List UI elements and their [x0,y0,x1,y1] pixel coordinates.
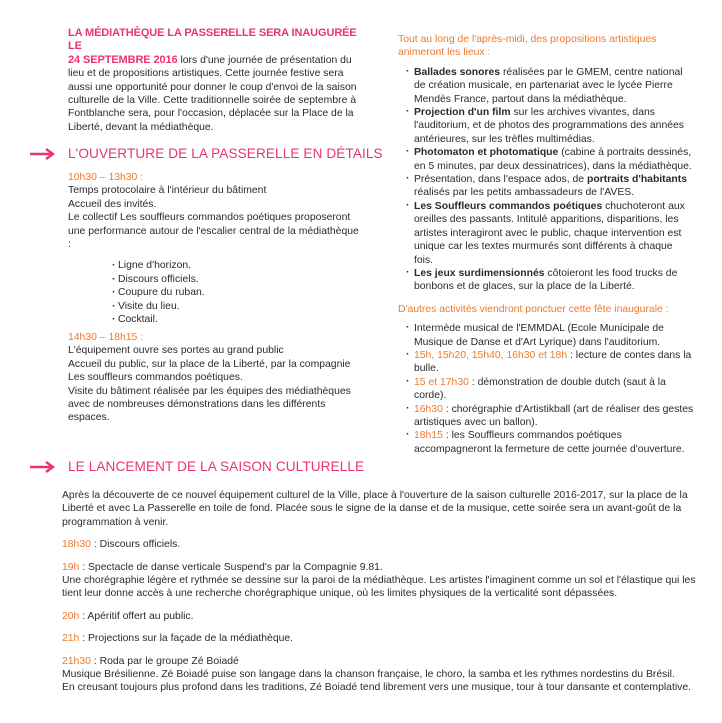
item-text: réalisées par le GMEM, centre national de création musicale, en partenariat avec le lycée Pierre Mendès France, partout dans la médiathèque. [414,66,683,105]
item-highlight: portraits d'habitants [586,174,688,186]
event-title: : Projections sur la façade de la médiathèque. [79,633,294,645]
other-activities-intro: D'autres activités viendront ponctuer cette fête inaugurale : [398,303,669,315]
event-description: Une chorégraphie légère et rythmée se dessine sur la paroi de la médiathèque. Les artistes l'imaginent comme un sol et l'élastique qui les tient leur donne accès à une recherche chorégraphique unique, où les limites physiques de la verticalité sont dépassées. [62,575,696,600]
list-item [398,146,694,173]
item-text: (cabine à portraits dessinés, en 5 minutes, par deux dessinatrices), dans la médiathèque. [414,147,692,172]
event-time: 18h30 [62,539,91,551]
item-text: : lecture de contes dans la bulle. [414,349,692,375]
item-text: Intermède musical de l'EMMDAL (Ecole Municipale de Musique de Danse et d'Art Lyrique) dans l'auditorium. [414,323,664,348]
arrow-right-icon [30,148,56,160]
event-title: : Discours officiels. [90,539,181,551]
event-time: 19h [62,561,80,573]
item-text: côtoieront les food trucks de bonbons et de glaces, sur la place de la Liberté. [414,267,678,293]
saison-intro: Après la découverte de ce nouvel équipement culturel de la Ville, place à l'ouverture de la saison culturelle 2016-2017, sur la place de la Liberté et avec La Passerelle en toile de fond. Placée sous le signe de la danse et de la musique, cette soirée sera un avant-goût de la programmation à venir. [62,490,688,528]
intro-block [68,27,358,134]
item-time: 18h15 [414,430,443,442]
list-item: · Visite du lieu. [112,300,360,313]
program-list [112,259,360,326]
event-description: En creusant toujours plus profond dans les traditions, Zé Boiadé tend librement vers une musique, tour à tour dansante et contemplative. [62,682,691,694]
list-item: · Cocktail. [112,313,360,326]
item-highlight: Les Souffleurs commandos poétiques [414,200,603,212]
event-time: 21h30 [62,655,91,667]
list-item [398,267,694,294]
slot-line: L'équipement ouvre ses portes au grand public [68,345,284,357]
list-item [398,349,694,376]
slot-line: Temps protocolaire à l'intérieur du bâtiment [68,185,267,197]
item-text: sur les archives vivantes, dans l'auditorium, et de photos des programmations des années antérieures, sur les trèfles multimédias. [414,107,684,145]
list-item [398,376,694,403]
section-title: LE LANCEMENT DE LA SAISON CULTURELLE [68,459,365,474]
slot-line: Visite du bâtiment réalisée par les équipes des médiathèques avec de nombreuses démonstrations dans les différents espaces. [68,385,351,424]
item-text: Présentation, dans l'espace ados, de [414,174,587,186]
saison-program [62,489,702,704]
other-activities-list [398,322,694,456]
event-item [62,610,702,623]
activities-intro: Tout au long de l'après-midi, des propositions artistiques animeront les lieux : [398,34,657,59]
item-text: : chorégraphie d'Artistikball (art de réaliser des gestes artistiques avec un ballon). [414,403,694,428]
item-text: réalisés par les petits ambassadeurs de l'AVES. [414,187,635,199]
item-text: chuchoteront aux oreilles des passants. Intitulé apparitions, disparitions, les artistes interagiront avec le public, chaque intervention est unique car les textes murmurés sont différents à chaque fois. [414,200,685,266]
intro-text: lors d'une journée de présentation du lieu et de propositions artistiques. Cette journée festive sera aussi une opportunité pour donner le coup d'envoi de la saison culturelle de la Ville. Cette traditionnelle soirée de septembre à Fontblanche sera, pour l'occasion, déplacée sur la Place de la Liberté, devant la médiathèque. [68,54,357,133]
afternoon-activities [398,33,694,456]
event-item [62,538,702,551]
list-item: · Coupure du ruban. [112,286,360,299]
item-time: 16h30 [414,403,443,415]
item-time: 15h, 15h20, 15h40, 16h30 et 18h [414,349,568,361]
item-time: 15 et 17h30 [414,376,469,388]
list-item [398,173,694,200]
event-time: 20h [62,610,80,622]
item-highlight: Projection d'un film [414,107,511,119]
slot-line: Le collectif Les souffleurs commandos poétiques proposeront une performance autour de l'escalier central de la médiathèque : [68,212,359,251]
item-highlight: Ballades sonores [414,66,501,78]
arrow-right-icon [30,461,56,473]
list-item [398,322,694,349]
list-item: · Ligne d'horizon. [112,259,360,272]
item-text: : les Souffleurs commandos poétiques accompagneront la fermeture de cette journée d'ouverture. [414,430,685,455]
inauguration-date: 24 SEPTEMBRE 2016 [68,53,178,66]
intro-paragraph [68,54,358,134]
item-highlight: Photomaton et photomatique [414,147,559,159]
list-item [398,403,694,430]
slot-line: Accueil des invités. [68,198,157,210]
event-item [62,655,702,695]
slot-line: Accueil du public, sur la place de la Liberté, par la compagnie Les souffleurs commandos poétiques. [68,358,351,384]
list-item [398,106,694,146]
section-heading-ouverture [30,147,383,160]
slot-time: 14h30 – 18h15 : [68,332,144,343]
schedule-slot-afternoon [68,331,360,425]
section-heading-saison [30,460,364,473]
slot-time: 10h30 – 13h30 : [68,172,144,183]
item-highlight: Les jeux surdimensionnés [414,267,545,279]
event-title: : Spectacle de danse verticale Suspend's par la Compagnie 9.81. [79,561,383,573]
list-item [398,200,694,267]
event-item [62,561,702,601]
activities-list [398,66,694,294]
event-title: : Apéritif offert au public. [79,610,194,622]
event-title: : Roda par le groupe Zé Boiadé [90,655,239,667]
intro-heading: LA MÉDIATHÈQUE LA PASSERELLE SERA INAUGURÉE LE [68,27,357,53]
list-item [398,66,694,106]
event-time: 21h [62,633,80,645]
event-item [62,632,702,645]
list-item: · Discours officiels. [112,273,360,286]
schedule-slot-morning [68,171,360,326]
item-text: : démonstration de double dutch (saut à la corde). [414,376,666,402]
list-item [398,429,694,456]
section-title: L'OUVERTURE DE LA PASSERELLE EN DÉTAILS [68,146,383,161]
event-description: Musique Brésilienne. Zé Boiadé puise son langage dans la chanson française, le choro, la samba et les rythmes nordestins du Brésil. [62,669,675,681]
